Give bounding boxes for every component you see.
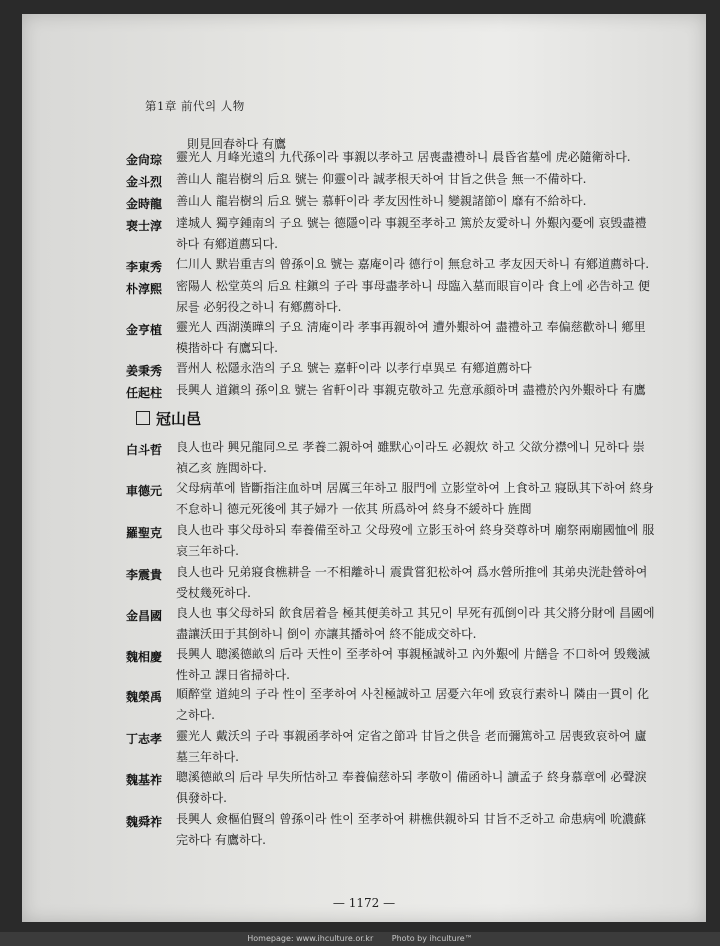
entry-text: 靈光人 月峰光遠의 九代孫이라 事親以孝하고 居喪盡禮하니 晨昏省墓에 虎必隨衛하다. [176, 150, 631, 164]
entry-text: 靈光人 戴沃의 子라 事親函孝하여 定省之節과 甘旨之供을 老而彌篤하고 居喪致哀하여 廬墓三年하다. [176, 729, 647, 764]
entry-text: 靈光人 西湖漢曄의 子요 淸庵이라 孝事再親하여 遭外艱하여 盡禮하고 奉偏慈歡하니 鄕里模揩하다 有鷹되다. [176, 320, 646, 355]
entry-text: 仁川人 默岩重吉의 曾孫이요 號는 嘉庵이라 德行이 無怠하고 孝友因天하니 有鄕道薦하다. [176, 257, 650, 271]
entry-text: 長興人 僉樞伯賢의 曾孫이라 性이 至孝하여 耕樵供親하되 甘旨不乏하고 命患病에 吮濃蘇完하다 有鷹하다. [176, 812, 647, 847]
entry-name: 金昌國 [126, 609, 163, 623]
entry-name: 丁志孝 [126, 732, 163, 746]
entry-text: 良人也라 兄弟寢食樵耕을 一不相離하니 震貴嘗犯松하여 爲水營所推에 其弟央洸赴營하여 受杖幾死하다. [176, 565, 648, 600]
entry-name: 車德元 [126, 484, 163, 498]
entry-name: 魏榮禹 [126, 690, 163, 704]
entry-name: 任起柱 [126, 386, 163, 400]
entry-text: 良人也라 興兄龍同으로 孝養二親하여 雖默心이라도 必親炊 하고 父欲分襟에니 兄하다 崇禎乙亥 旌閭하다. [176, 440, 645, 475]
entry-name: 金尙琮 [126, 153, 163, 167]
entry-name: 白斗哲 [126, 443, 163, 457]
entry-text: 良人也 事父母하되 飮食居着을 極其便美하고 其兄이 早死有孤倒이라 其父將分財에 昌國에 盡讓沃田于其倒하니 倒이 亦讓其播하여 終不能成交하다. [176, 606, 655, 641]
entry-name: 姜秉秀 [126, 364, 163, 378]
entry-text: 父母病革에 皆斷指注血하며 居厲三年하고 服門에 立影堂하여 上食하고 寢臥其下하여 終身不怠하니 德元死後에 其子婦가 一依其 所爲하여 終身不緩하다 旌閭 [176, 481, 654, 516]
entry-name: 朴淳熙 [126, 282, 163, 296]
page-number: — 1172 — [332, 896, 396, 910]
entry-text: 良人也라 事父母하되 奉養備至하고 父母歿에 立影玉하여 終身癸尊하며 廟祭兩廟國恤에 服哀三年하다. [176, 523, 655, 558]
entry-name: 魏相慶 [126, 650, 163, 664]
footer-credits [0, 932, 720, 946]
entry-name: 李東秀 [126, 260, 163, 274]
entry-text: 達城人 獨亨鍾南의 子요 號는 德隱이라 事親至孝하고 篤於友愛하니 外艱內憂에 哀毁盡禮하다 有鄕道薦되다. [176, 216, 647, 251]
entry-text: 晋州人 松隱永浩의 子요 號는 嘉軒이라 以孝行卓異로 有鄕道薦하다 [176, 361, 532, 375]
entry-text: 長興人 道鎭의 孫이요 號는 省軒이라 事親克敬하고 先意承顔하며 盡禮於內外艱하다 有鷹 [176, 383, 646, 397]
entry-name: 魏舜祚 [126, 815, 163, 829]
entry-name: 李震貴 [126, 568, 163, 582]
entry-name: 魏基祚 [126, 773, 163, 787]
entry-text: 善山人 龍岩樹의 后요 號는 慕軒이라 孝友因性하니 變親諸節이 靡有不給하다. [176, 194, 587, 208]
section-title: 冠山邑 [156, 410, 202, 428]
entry-name: 羅聖克 [126, 526, 163, 540]
box-icon [136, 411, 150, 425]
footer-photo-credit: Photo by ihculture™ [391, 934, 473, 943]
entry-name: 裵士淳 [126, 219, 163, 233]
entry-text: 善山人 龍岩樹의 后요 號는 仰靈이라 誠孝根天하여 甘旨之供을 無一不備하다. [176, 172, 587, 186]
footer-homepage: Homepage: www.ihculture.or.kr [247, 934, 374, 943]
entry-text: 長興人 聰溪德畝의 后라 天性이 至孝하여 事親極誠하고 內外艱에 片饍을 不口하여 毁幾滅性하고 課日省掃하다. [176, 647, 650, 682]
entry-text: 聰溪德畝의 后라 早失所怙하고 奉養偏慈하되 孝敬이 備函하니 讀孟子 終身慕章에 必聲淚俱發하다. [176, 770, 647, 805]
section-heading [136, 408, 201, 429]
entry-name: 金斗烈 [126, 175, 163, 189]
chapter-header: 第1章 前代의 人物 [145, 99, 245, 113]
book-page [22, 14, 706, 922]
entry-text: 密陽人 松堂英의 后요 柱鎭의 子라 事母盡孝하니 母臨入墓而眼盲이라 食上에 必告하고 便尿를 必躬役之하니 有鄕薦하다. [176, 279, 650, 314]
entry-text: 順醉堂 道純의 子라 性이 至孝하여 사친極誠하고 居憂六年에 致哀行素하니 隣由一貫이 化之하다. [176, 687, 650, 722]
entry-name: 金時龍 [126, 197, 163, 211]
intro-line: 則見回春하다 有鷹 [187, 137, 286, 151]
entry-name: 金亨植 [126, 323, 163, 337]
